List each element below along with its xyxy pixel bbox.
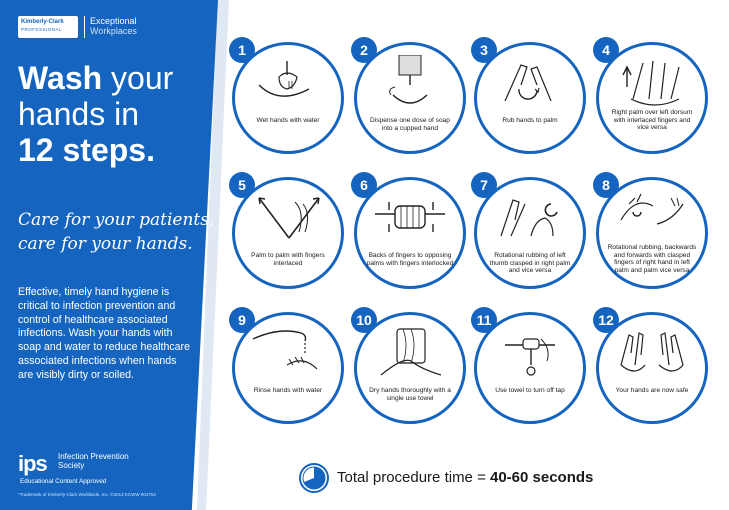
ips-line1: Infection Prevention xyxy=(58,452,129,461)
step-number: 4 xyxy=(593,37,619,63)
hand-illustration-icon xyxy=(371,325,449,381)
step-number: 10 xyxy=(351,307,377,333)
tagline-line2: care for your hands. xyxy=(18,234,193,254)
step-number: 7 xyxy=(471,172,497,198)
step-8 xyxy=(596,177,708,289)
ips-name xyxy=(58,452,129,470)
procedure-value: 40-60 seconds xyxy=(490,469,594,486)
program-line1: Exceptional xyxy=(90,16,137,26)
step-number: 8 xyxy=(593,172,619,198)
step-number: 12 xyxy=(593,307,619,333)
step-number: 1 xyxy=(229,37,255,63)
step-3 xyxy=(474,42,586,154)
step-number: 11 xyxy=(471,307,497,333)
trademark-note: *Trademark of Kimberly-Clark Worldwide, Inc. ©2013 KCWW 904752 xyxy=(18,492,156,497)
step-caption: Rotational rubbing, backwards and forwards with clasped fingers of right hand in left palm and palm vice versa xyxy=(607,244,697,274)
timer-icon xyxy=(299,463,329,493)
title-line2: hands in xyxy=(18,96,139,132)
program-name xyxy=(90,16,137,36)
page-title xyxy=(18,60,208,168)
step-caption: Wet hands with water xyxy=(256,117,320,124)
hand-illustration-icon xyxy=(249,55,327,111)
step-caption: Rotational rubbing of left thumb clasped in right palm and vice versa xyxy=(489,252,571,275)
logo-name: Kimberly-Clark xyxy=(21,19,64,25)
step-number: 6 xyxy=(351,172,377,198)
hand-illustration-icon xyxy=(249,190,327,246)
step-9 xyxy=(232,312,344,424)
step-12 xyxy=(596,312,708,424)
step-caption: Use towel to turn off tap xyxy=(495,387,565,394)
hand-illustration-icon xyxy=(371,55,449,111)
step-11 xyxy=(474,312,586,424)
step-number: 3 xyxy=(471,37,497,63)
hand-illustration-icon xyxy=(491,190,569,246)
hand-illustration-icon xyxy=(491,325,569,381)
step-number: 5 xyxy=(229,172,255,198)
step-caption: Rinse hands with water xyxy=(253,387,323,394)
step-1 xyxy=(232,42,344,154)
step-caption: Backs of fingers to opposing palms with fingers interlocked xyxy=(366,252,454,267)
program-line2: Workplaces xyxy=(90,26,137,36)
ips-line2: Society xyxy=(58,461,85,470)
hand-illustration-icon xyxy=(613,190,691,246)
step-caption: Palm to palm with fingers interlaced xyxy=(251,252,325,267)
step-4 xyxy=(596,42,708,154)
step-caption: Right palm over left dorsum with interlaced fingers and vice versa xyxy=(611,109,693,132)
step-caption: Dispense one dose of soap into a cupped hand xyxy=(370,117,450,132)
kimberly-clark-logo xyxy=(18,16,78,38)
step-10 xyxy=(354,312,466,424)
step-number: 9 xyxy=(229,307,255,333)
tagline-line1: Care for your patients, xyxy=(18,210,215,230)
title-bold-word: Wash xyxy=(18,60,103,96)
step-2 xyxy=(354,42,466,154)
title-line1-rest: your xyxy=(102,60,174,96)
hand-illustration-icon xyxy=(491,55,569,111)
step-7 xyxy=(474,177,586,289)
step-caption: Your hands are now safe xyxy=(615,387,689,394)
hand-illustration-icon xyxy=(371,190,449,246)
hand-illustration-icon xyxy=(613,325,691,381)
procedure-time xyxy=(337,469,593,486)
hand-illustration-icon xyxy=(249,325,327,381)
ips-approval: Educational Content Approved xyxy=(20,478,107,485)
procedure-label: Total procedure time = xyxy=(337,469,490,486)
logo-sub: PROFESSIONAL xyxy=(21,27,63,32)
body-paragraph: Effective, timely hand hygiene is critical to infection prevention and control of healthcare associated infections. Wash your hands with soap and water to reduce healthcare associated infections when hands are visibly dirty or soiled. xyxy=(18,286,190,381)
brand-divider xyxy=(84,16,85,38)
title-line3: 12 steps. xyxy=(18,132,155,168)
step-caption: Dry hands thoroughly with a single use towel xyxy=(369,387,451,402)
step-6 xyxy=(354,177,466,289)
hand-illustration-icon xyxy=(613,55,691,111)
ips-logo: ips xyxy=(18,451,47,476)
step-number: 2 xyxy=(351,37,377,63)
step-5 xyxy=(232,177,344,289)
step-caption: Rub hands to palm xyxy=(502,117,558,124)
tagline xyxy=(18,208,218,256)
